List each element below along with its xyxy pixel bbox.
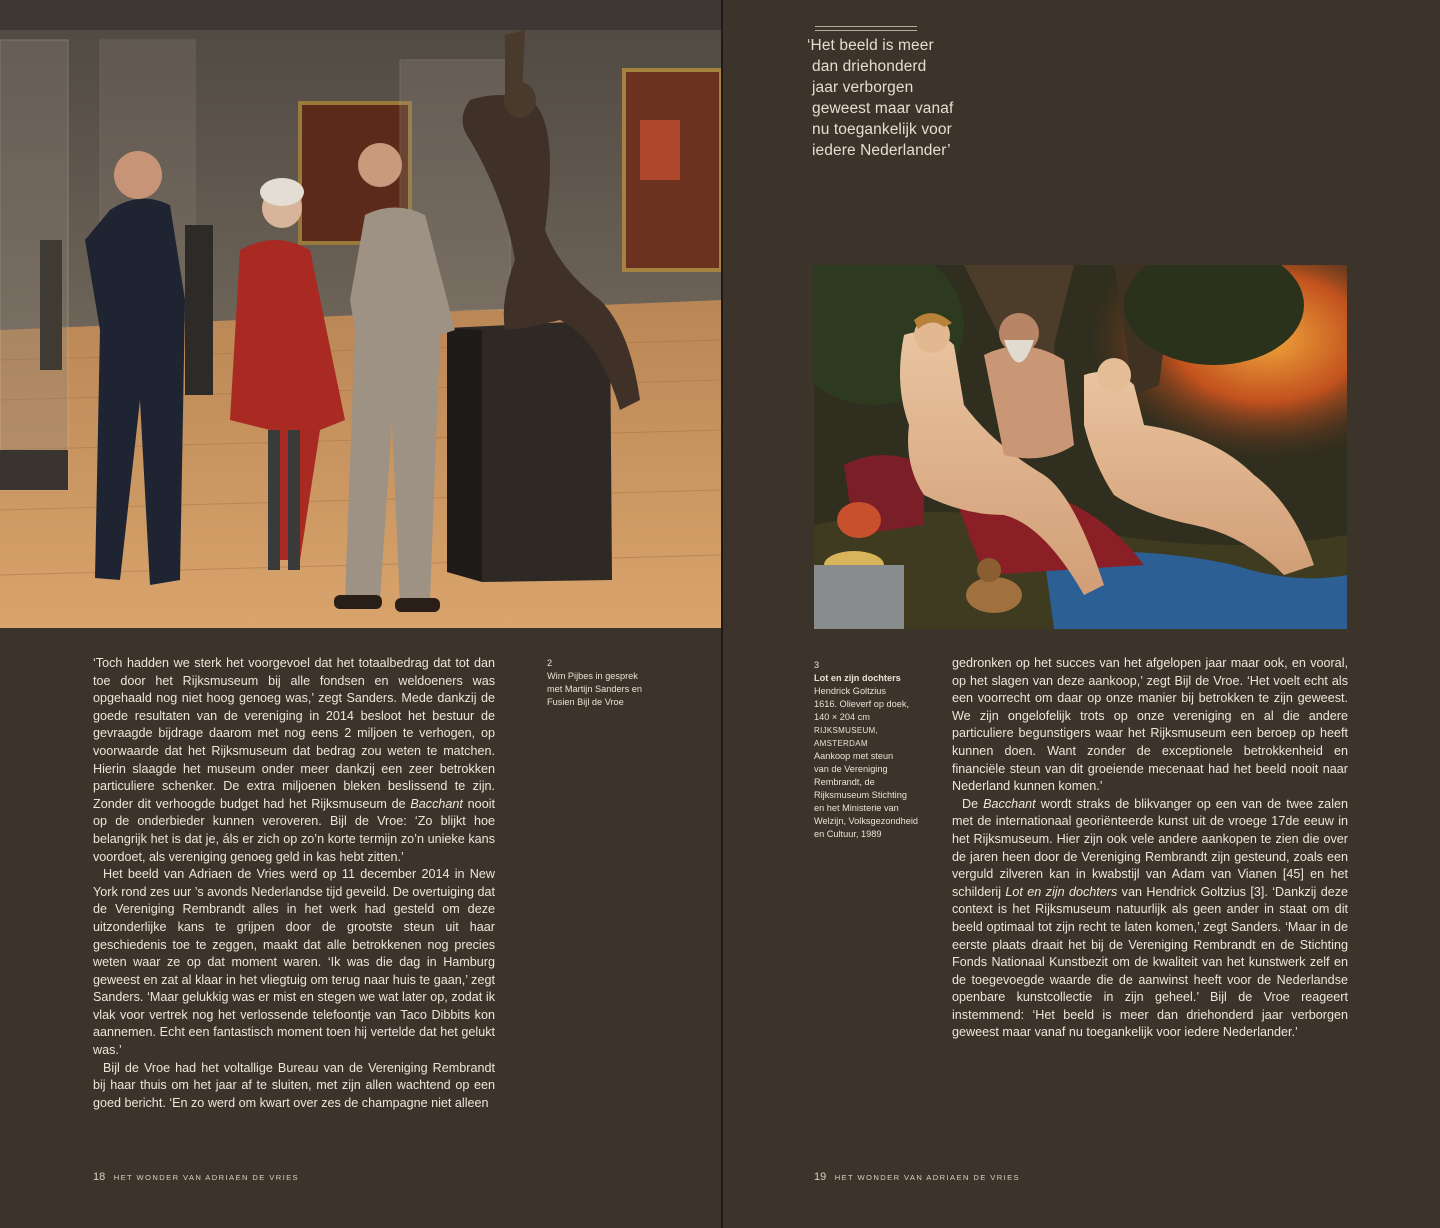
caption-line: RIJKSMUSEUM, (814, 726, 879, 735)
quote-line: jaar verborgen (812, 79, 914, 96)
quote-rule-bottom (815, 30, 917, 31)
italic-title: Bacchant (983, 796, 1036, 811)
text-run: nooit op de onderbieder kunnen veroveren. Bijl de Vroe: ‘Zo blijkt hoe belangrijk het is dat je, áls er zich op zo’n korte termijn zo’n unieke kans voordoet, als vereniging genoeg geld in kas hebt zitten.’ (93, 796, 495, 864)
caption-line: van de Vereniging (814, 764, 888, 774)
caption-line: Rembrandt, de (814, 777, 875, 787)
paragraph: Het beeld van Adriaen de Vries werd op 11 december 2014 in New York rond zes uur ’s avonds Nederlandse tijd geveild. De overtuiging dat de Vereniging Rembrandt alles in het werk had gesteld om deze uitzonderlijke kans te grijpen door de grootste steun uit haar geschiedenis toe te zeggen, maakt dat alle betrokkenen nog precies weten waar ze op dat moment waren. ‘Ik was die dag in Hamburg geweest en zat al klaar in het vliegtuig om terug naar huis te gaan,’ zegt Sanders. ‘Maar gelukkig was er mist en stegen we wat later op, zodat ik vlak voor vertrek nog het verlossende telefoontje van Taco Dibbits kon aannemen. Echt een fantastisch moment toen hij vertelde dat het gelukt was.’ (93, 867, 495, 1058)
caption-title: Lot en zijn dochters (814, 673, 901, 683)
quote-line: ‘Het beeld is meer (807, 37, 934, 54)
caption-line: AMSTERDAM (814, 739, 868, 748)
paragraph (952, 796, 1348, 1042)
text-run: wordt straks de blikvanger op een van de twee zalen met de internationaal georiënteerde kunst uit de vroege 17de eeuw in het Rijksmuseum. Hier zijn ook vele andere aankopen te zien die over de jaren heen door de Vereniging Rembrandt zijn gesteund, zoals een verguld zilveren kan in kwabstijl van Adam van Vianen [45] en het schilderij (952, 796, 1348, 899)
quote-line: iedere Nederlander’ (812, 142, 951, 159)
caption-line: 1616. Olieverf op doek, (814, 699, 909, 709)
caption-line: Hendrick Goltzius (814, 686, 886, 696)
caption-line: Wim Pijbes in gesprek (547, 671, 638, 681)
running-title: HET WONDER VAN ADRIAEN DE VRIES (834, 1173, 1021, 1182)
text-run: ‘Toch hadden we sterk het voorgevoel dat het totaalbedrag dat tot dan toe door het Rijksmuseum bij alle fondsen en weldoeners was opgehaald nog niet hoog genoeg was,’ zegt Sanders. Mede dankzij de goede resultaten van de vereniging in 2014 besloot het bestuur de gevraagde bijdrage daarom met nog eens 2 miljoen te verhogen, op voorwaarde dat het Rijksmuseum dat bedrag zou weten te matchen. Hierin slaagde het museum onder meer dankzij een zeer betrokken particuliere schenker. De extra miljoenen bleken beslissend te zijn. Zonder dit verhoogde budget had het Rijksmuseum de (93, 656, 495, 811)
paragraph: Bijl de Vroe had het voltallige Bureau van de Vereniging Rembrandt bij haar thuis om het jaar af te sluiten, met zijn allen wachtend op een goed bericht. ‘En zo werd om kwart over zes de champagne niet alleen (93, 1060, 495, 1110)
quote-line: geweest maar vanaf (812, 100, 954, 117)
caption-line: Rijksmuseum Stichting (814, 790, 907, 800)
paragraph (93, 655, 495, 866)
quote-line: dan driehonderd (812, 58, 927, 75)
text-run: De (962, 796, 984, 811)
painting-illustration (814, 265, 1347, 629)
museum-gallery-photo-illustration (0, 0, 721, 628)
pull-quote (807, 35, 997, 161)
italic-title: Bacchant (410, 796, 463, 811)
caption-line: Welzijn, Volksgezondheid (814, 816, 919, 826)
page-number: 19 (814, 1171, 827, 1183)
caption-line: Fusien Bijl de Vroe (547, 697, 624, 707)
body-text-right (952, 655, 1348, 1042)
folio-left (93, 1167, 299, 1185)
quote-rule-top (815, 26, 917, 27)
body-text-left (93, 655, 495, 1112)
caption-line: en het Ministerie van (814, 803, 899, 813)
lot-and-his-daughters-painting (814, 265, 1347, 629)
caption-number: 2 (547, 658, 553, 668)
folio-right (814, 1167, 1020, 1185)
quote-line: nu toegankelijk voor (812, 121, 952, 138)
running-title: HET WONDER VAN ADRIAEN DE VRIES (113, 1173, 300, 1182)
museum-gallery-photo (0, 0, 721, 628)
text-run: van Hendrick Goltzius [3]. ‘Dankzij deze context is het Rijksmuseum natuurlijk als geen ander in staat om dit beeld optimaal tot zijn recht te laten komen,’ zegt Sanders. ‘Maar in de eerste plaats draait het bij de Vereniging Rembrandt en de Stichting Fonds Nationaal Kunstbezit om de kwaliteit van het kunstwerk zelf en de toegevoegde waarde die de aanwinst heeft voor de Nederlandse openbare kunstcollectie in zijn geheel.’ Bijl de Vroe reageert instemmend: ‘Het beeld is meer dan driehonderd jaar verborgen geweest maar vanaf nu toegankelijk voor iedere Nederlander.’ (952, 884, 1348, 1040)
caption-line: en Cultuur, 1989 (814, 829, 882, 839)
right-page (723, 0, 1440, 1228)
caption-photo (547, 657, 677, 709)
caption-painting (814, 659, 940, 841)
caption-line: met Martijn Sanders en (547, 684, 642, 694)
paragraph: gedronken op het succes van het afgelopen jaar maar ook, en vooral, op het slagen van deze aankoop,’ zegt Bijl de Vroe. ‘Het voelt echt als een voorrecht om daar op onze manier bij betrokken te zijn geweest. We zijn ongelofelijk trots op onze vereniging en al die andere particuliere begunstigers waar het Rijksmuseum een beroep op heeft kunnen doen. Want zonder de exceptionele betrokkenheid en financiële steun van dit groeiende mecenaat had het beeld nooit naar Nederland kunnen komen.’ (952, 656, 1348, 794)
italic-title: Lot en zijn dochters (1005, 884, 1118, 899)
page-number: 18 (93, 1171, 106, 1183)
caption-line: Aankoop met steun (814, 751, 894, 761)
caption-number: 3 (814, 660, 820, 670)
caption-line: 140 × 204 cm (814, 712, 870, 722)
